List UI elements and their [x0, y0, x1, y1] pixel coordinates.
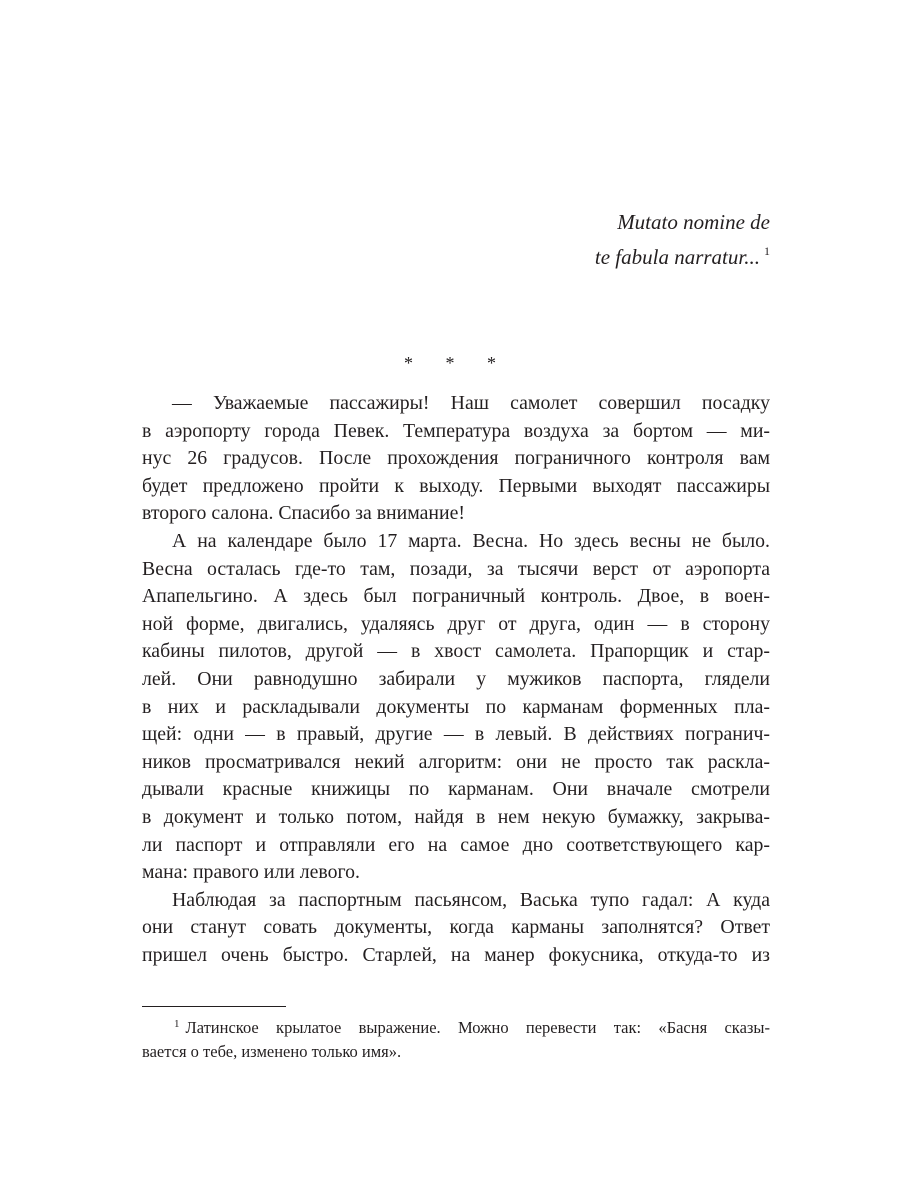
text-line: — Уважаемые пассажиры! Наш самолет совершил посадку [172, 392, 770, 414]
text-line: в аэропорту города Певек. Температура воздуха за бортом — ми- [142, 419, 770, 442]
text-line: ной форме, двигались, удаляясь друг от друга, один — в сторону [142, 612, 770, 635]
text-line: в документ и только потом, найдя в нем некую бумажку, закрыва- [142, 805, 770, 828]
text-line: в них и раскладывали документы по карманам форменных пла- [142, 695, 770, 718]
text-line: ли паспорт и отправляли его на самое дно соответствующего кар- [142, 833, 770, 856]
text-line: лей. Они равнодушно забирали у мужиков паспорта, глядели [142, 667, 770, 690]
footnote-line [142, 1013, 770, 1040]
text-line: Апапельгино. А здесь был пограничный контроль. Двое, в воен- [142, 585, 770, 608]
text-line: кабины пилотов, другой — в хвост самолета. Прапорщик и стар- [142, 640, 770, 663]
text-line: дывали красные книжицы по карманам. Они вначале смотрели [142, 778, 770, 801]
footnote-marker: 1 [174, 1018, 180, 1030]
epigraph [370, 208, 770, 272]
paragraph [142, 887, 770, 970]
text-line: Наблюдая за паспортным пасьянсом, Васька тупо гадал: А куда [172, 888, 770, 911]
text-line: Весна осталась где-то там, позади, за тысячи верст от аэропорта [142, 557, 770, 580]
text-line: ников просматривался некий алгоритм: они не просто так раскла- [142, 750, 770, 773]
footnote-line-text: Латинское крылатое выражение. Можно перевести так: «Басня сказы- [185, 1018, 770, 1037]
footnote-line: вается о тебе, изменено только имя». [142, 1041, 402, 1061]
footnote [142, 1013, 770, 1063]
paragraph [142, 528, 770, 887]
paragraph [142, 390, 770, 528]
text-line: они станут совать документы, когда карманы заполнятся? Ответ [142, 916, 770, 939]
text-line: второго салона. Спасибо за внимание! [142, 502, 465, 525]
text-line: мана: правого или левого. [142, 861, 360, 884]
section-break: * * * [404, 353, 510, 373]
text-line: А на календаре было 17 марта. Весна. Но здесь весны не было. [172, 529, 770, 552]
epigraph-line [370, 237, 770, 272]
text-line: щей: одни — в правый, другие — в левый. В действиях погранич- [142, 723, 770, 746]
text-line: нус 26 градусов. После прохождения пограничного контроля вам [142, 447, 770, 470]
text-line: пришел очень быстро. Старлей, на манер фокусника, откуда-то из [142, 943, 770, 966]
text-line: будет предложено пройти к выходу. Первыми выходят пассажиры [142, 474, 770, 497]
main-text [142, 390, 770, 969]
epigraph-line: Mutato nomine de [617, 210, 770, 234]
epigraph-footnote-ref: 1 [764, 244, 770, 258]
footnote-separator [142, 1006, 286, 1007]
epigraph-line-text: te fabula narratur... [594, 245, 760, 269]
